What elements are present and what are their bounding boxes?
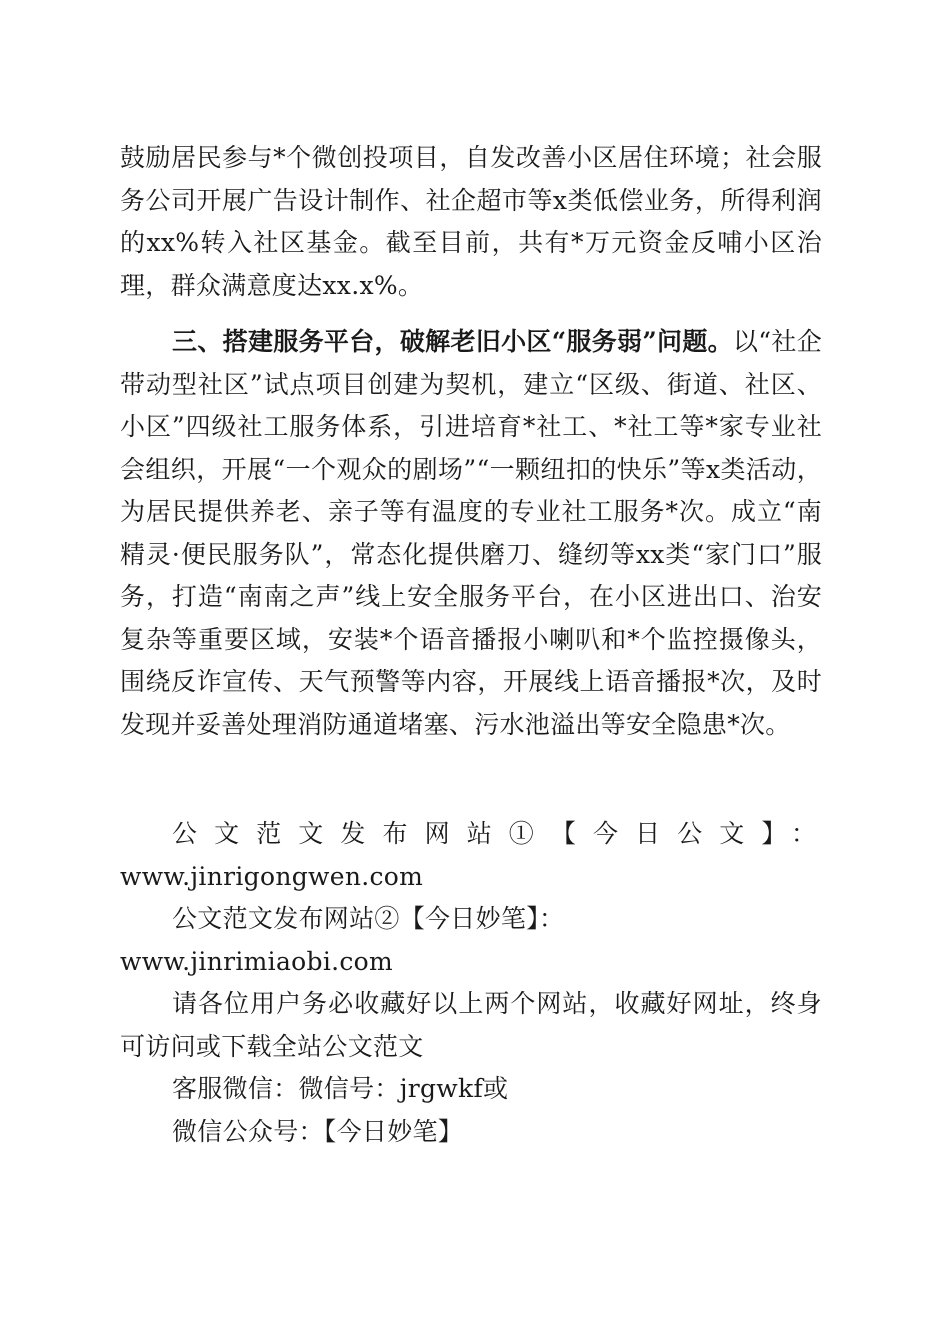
wechat-official-account: 微信公众号：【今日妙笔】: [172, 1116, 464, 1146]
website-notice: [120, 813, 822, 1153]
site-1-url[interactable]: www.jinrigongwen.com: [120, 861, 424, 891]
section-3-body: 以“社企带动型社区”试点项目创建为契机，建立“区级、街道、社区、小区”四级社工服务体系，引进培育*社工、*社工等*家专业社会组织，开展“一个观众的剧场”“一颗纽扣的快乐”等x类活动，为居民提供养老、亲子等有温度的专业社工服务*次。成立“南精灵·便民服务队”，常态化提供磨刀、缝纫等xx类“家门口”服务，打造“南南之声”线上安全服务平台，在小区进出口、治安复杂等重要区域，安装*个语音播报小喇叭和*个监控摄像头，围绕反诈宣传、天气预警等内容，开展线上语音播报*次，及时发现并妥善处理消防通道堵塞、污水池溢出等安全隐患*次。: [120, 327, 822, 739]
site-2-line: [120, 898, 822, 983]
section-3-paragraph: [120, 321, 822, 746]
section-3-heading: 三、搭建服务平台，破解老旧小区“服务弱”问题。: [172, 327, 733, 356]
reminder-text: 请各位用户务必收藏好以上两个网站，收藏好网址，终身可访问或下载全站公文范文: [120, 989, 822, 1061]
wechat-service: 客服微信：微信号：jrgwkf或: [172, 1074, 509, 1103]
site-2-url[interactable]: www.jinrimiaobi.com: [120, 946, 394, 976]
site-1-label: 公文范文发布网站①【今日公文】：: [172, 819, 822, 848]
section-3: [120, 321, 822, 746]
site-2-label: 公文范文发布网站②【今日妙笔】：: [172, 904, 565, 933]
intro-text: 鼓励居民参与*个微创投项目，自发改善小区居住环境；社会服务公司开展广告设计制作、社企超市等x类低偿业务，所得利润的xx%转入社区基金。截至目前，共有*万元资金反哺小区治理，群众满意度达xx.x%。: [120, 143, 822, 300]
intro-paragraph: [120, 137, 822, 307]
